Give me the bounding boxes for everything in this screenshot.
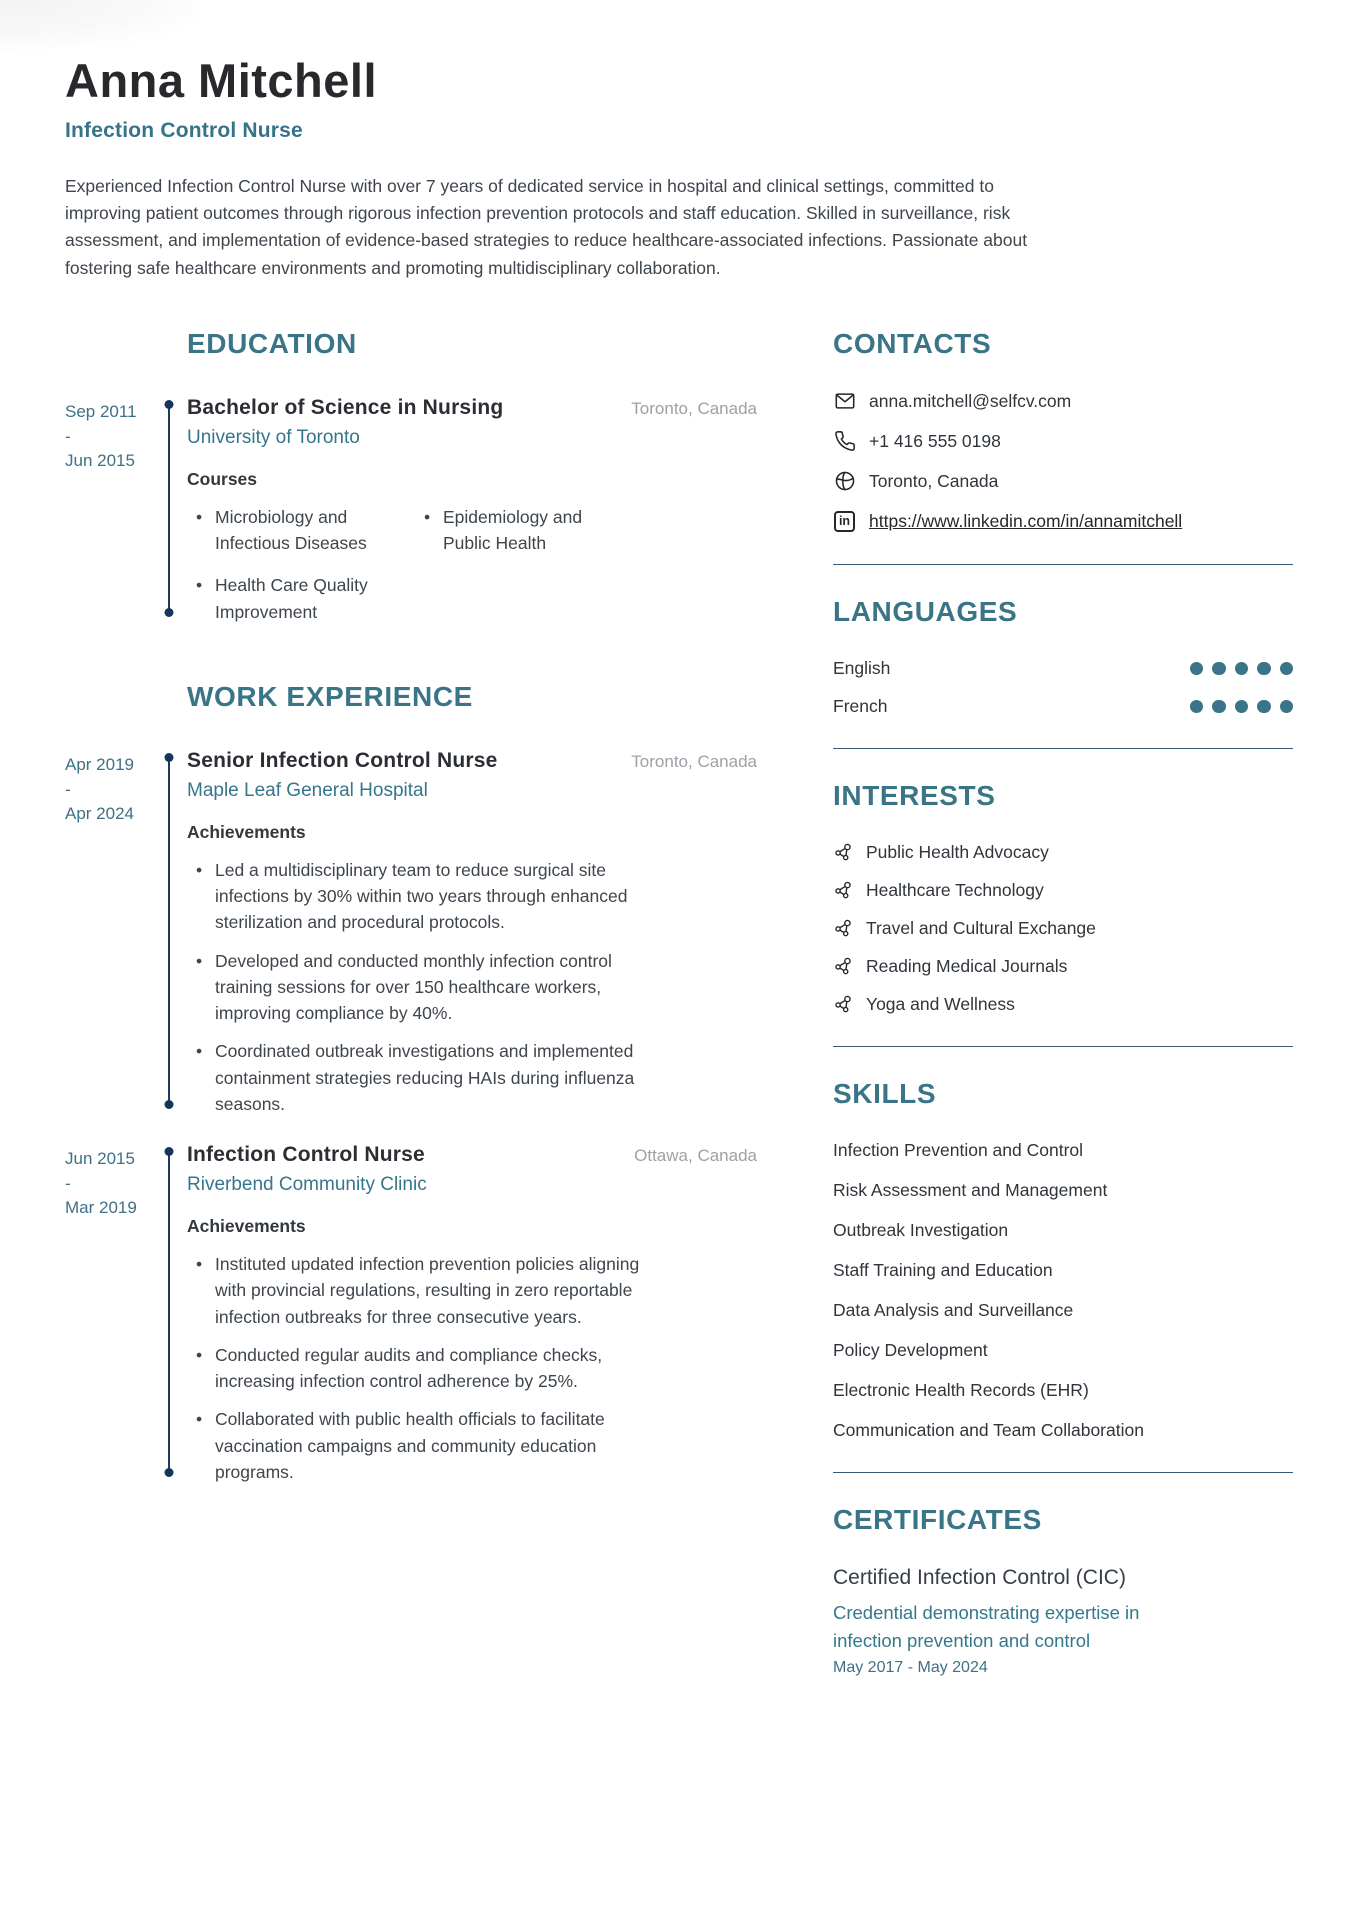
course-item: • Health Care Quality Improvement (187, 572, 387, 625)
date-end: Apr 2024 (65, 804, 134, 824)
network-nodes-icon (833, 880, 854, 901)
job-entry-body (170, 1143, 757, 1485)
language-level-dot (1212, 700, 1226, 714)
language-level-dots (1190, 700, 1294, 714)
job-entry-body (170, 749, 757, 1117)
section-divider (833, 1046, 1293, 1047)
job-date-range (65, 1143, 160, 1485)
job-entry-header (187, 1143, 757, 1167)
certificate-description: Credential demonstrating expertise in infection prevention and control (833, 1601, 1140, 1651)
achievement-item: • Instituted updated infection prevention policies aligning with provincial regulations, resulting in zero reportable infection outbreaks for three consecutive years. (187, 1251, 649, 1330)
course-item: • Microbiology and Infectious Diseases (187, 504, 387, 557)
skill-item: Electronic Health Records (EHR) (833, 1379, 1089, 1400)
person-job-title: Infection Control Nurse (65, 118, 303, 142)
network-nodes-icon (833, 842, 854, 863)
timeline-dot-bottom (165, 1100, 174, 1109)
achievement-item: • Collaborated with public health officials to facilitate vaccination campaigns and community education programs. (187, 1406, 649, 1485)
skills-list (833, 1140, 1293, 1441)
network-nodes-icon (833, 956, 854, 977)
contact-location-row (833, 470, 1293, 493)
job-title: Infection Control Nurse (187, 1143, 425, 1167)
email-icon (833, 390, 856, 413)
timeline-dot-bottom (165, 1468, 174, 1477)
section-heading-languages: LANGUAGES (833, 595, 1018, 627)
course-item: • Epidemiology and Public Health (415, 504, 615, 557)
globe-icon (833, 470, 856, 493)
date-start: Apr 2019 (65, 754, 134, 774)
language-level-dot (1257, 662, 1271, 676)
location-value: Toronto, Canada (869, 470, 999, 491)
language-name: English (833, 657, 891, 678)
job-location: Ottawa, Canada (634, 1146, 757, 1166)
courses-list (187, 504, 657, 625)
work-entry-icn (65, 1143, 757, 1485)
interest-item: Travel and Cultural Exchange (833, 918, 1293, 939)
linkedin-link[interactable]: https://www.linkedin.com/in/annamitchell (869, 510, 1183, 531)
skill-item: Infection Prevention and Control (833, 1139, 1084, 1160)
contact-phone-row (833, 430, 1293, 453)
skill-item: Data Analysis and Surveillance (833, 1299, 1074, 1320)
skill-item: Risk Assessment and Management (833, 1179, 1108, 1200)
timeline-line (168, 1149, 170, 1475)
education-entry-header (187, 396, 757, 420)
achievements-label: Achievements (187, 1216, 306, 1237)
skill-item: Policy Development (833, 1339, 988, 1360)
date-separator: - (65, 1173, 71, 1193)
company-name: Maple Leaf General Hospital (187, 779, 428, 801)
skill-item: Staff Training and Education (833, 1259, 1053, 1280)
date-end: Jun 2015 (65, 451, 135, 471)
job-location: Toronto, Canada (631, 751, 757, 771)
language-level-dot (1235, 662, 1249, 676)
language-level-dot (1280, 662, 1294, 676)
education-date-range (65, 396, 160, 625)
email-value: anna.mitchell@selfcv.com (869, 390, 1072, 411)
network-nodes-icon (833, 994, 854, 1015)
timeline-dot-top (165, 753, 174, 762)
certificate-item (833, 1566, 1293, 1678)
timeline-dot-bottom (165, 608, 174, 617)
skill-item: Communication and Team Collaboration (833, 1419, 1144, 1440)
education-entry-body (170, 396, 757, 625)
education-entry (65, 396, 757, 625)
language-row-english (833, 658, 1293, 679)
language-level-dot (1190, 662, 1204, 676)
section-heading-education: EDUCATION (187, 327, 357, 359)
school-name: University of Toronto (187, 426, 360, 448)
interest-item: Reading Medical Journals (833, 956, 1293, 977)
language-level-dot (1212, 662, 1226, 676)
language-level-dot (1190, 700, 1204, 714)
language-level-dot (1235, 700, 1249, 714)
achievement-item: • Coordinated outbreak investigations and implemented containment strategies reducing HAIs during influenza seasons. (187, 1038, 649, 1117)
network-nodes-icon (833, 918, 854, 939)
section-heading-certificates: CERTIFICATES (833, 1503, 1042, 1535)
contact-email-row (833, 390, 1293, 413)
language-level-dot (1257, 700, 1271, 714)
date-separator: - (65, 779, 71, 799)
date-start: Jun 2015 (65, 1149, 135, 1169)
linkedin-icon: in (833, 510, 856, 533)
language-level-dot (1280, 700, 1294, 714)
left-column (65, 328, 757, 1678)
interests-list (833, 842, 1293, 1015)
work-entry-senior-icn (65, 749, 757, 1117)
achievements-list (187, 857, 649, 1117)
achievements-list (187, 1251, 649, 1485)
job-title: Senior Infection Control Nurse (187, 748, 498, 772)
timeline-line (168, 402, 170, 615)
language-level-dots (1190, 662, 1294, 676)
timeline-line (168, 755, 170, 1107)
job-entry-header (187, 749, 757, 773)
section-heading-contacts: CONTACTS (833, 327, 992, 359)
achievement-item: • Developed and conducted monthly infection control training sessions for over 150 healthcare workers, improving compliance by 40%. (187, 948, 649, 1027)
section-divider (833, 748, 1293, 749)
person-name: Anna Mitchell (65, 54, 378, 107)
interest-item: Public Health Advocacy (833, 842, 1293, 863)
contact-linkedin-row (833, 510, 1293, 533)
language-row-french (833, 696, 1293, 717)
section-heading-skills: SKILLS (833, 1077, 937, 1109)
section-divider (833, 1472, 1293, 1473)
date-start: Sep 2011 (65, 401, 137, 421)
language-name: French (833, 695, 888, 716)
profile-summary: Experienced Infection Control Nurse with over 7 years of dedicated service in hospital and clinical settings, committed to improving patient outcomes through rigorous infection prevention protocols and staff education. Skilled in surveillance, risk assessment, and implementation of evidence-based strategies to reduce healthcare-associated infections. Passionate about fostering safe healthcare environments and promoting multidisciplinary collaboration. (65, 175, 1028, 278)
interest-item: Healthcare Technology (833, 880, 1293, 901)
certificate-name: Certified Infection Control (CIC) (833, 1565, 1126, 1589)
timeline-dot-top (165, 400, 174, 409)
two-column-layout (0, 328, 1350, 1678)
timeline-dot-top (165, 1147, 174, 1156)
education-location: Toronto, Canada (631, 398, 757, 418)
job-date-range (65, 749, 160, 1117)
section-divider (833, 564, 1293, 565)
degree-title: Bachelor of Science in Nursing (187, 395, 504, 419)
date-end: Mar 2019 (65, 1198, 137, 1218)
achievement-item: • Conducted regular audits and compliance checks, increasing infection control adherence by 25%. (187, 1342, 649, 1395)
skill-item: Outbreak Investigation (833, 1219, 1009, 1240)
achievements-label: Achievements (187, 821, 306, 842)
company-name: Riverbend Community Clinic (187, 1174, 427, 1196)
phone-value: +1 416 555 0198 (869, 430, 1001, 451)
interest-item: Yoga and Wellness (833, 994, 1293, 1015)
courses-label: Courses (187, 468, 258, 489)
section-heading-interests: INTERESTS (833, 779, 996, 811)
resume-header (0, 0, 1350, 282)
achievement-item: • Led a multidisciplinary team to reduce surgical site infections by 30% within two years through enhanced sterilization and procedural protocols. (187, 857, 649, 936)
phone-icon (833, 430, 856, 453)
certificate-dates: May 2017 - May 2024 (833, 1659, 988, 1677)
right-column (833, 328, 1293, 1678)
date-separator: - (65, 426, 71, 446)
section-heading-work: WORK EXPERIENCE (187, 680, 473, 712)
